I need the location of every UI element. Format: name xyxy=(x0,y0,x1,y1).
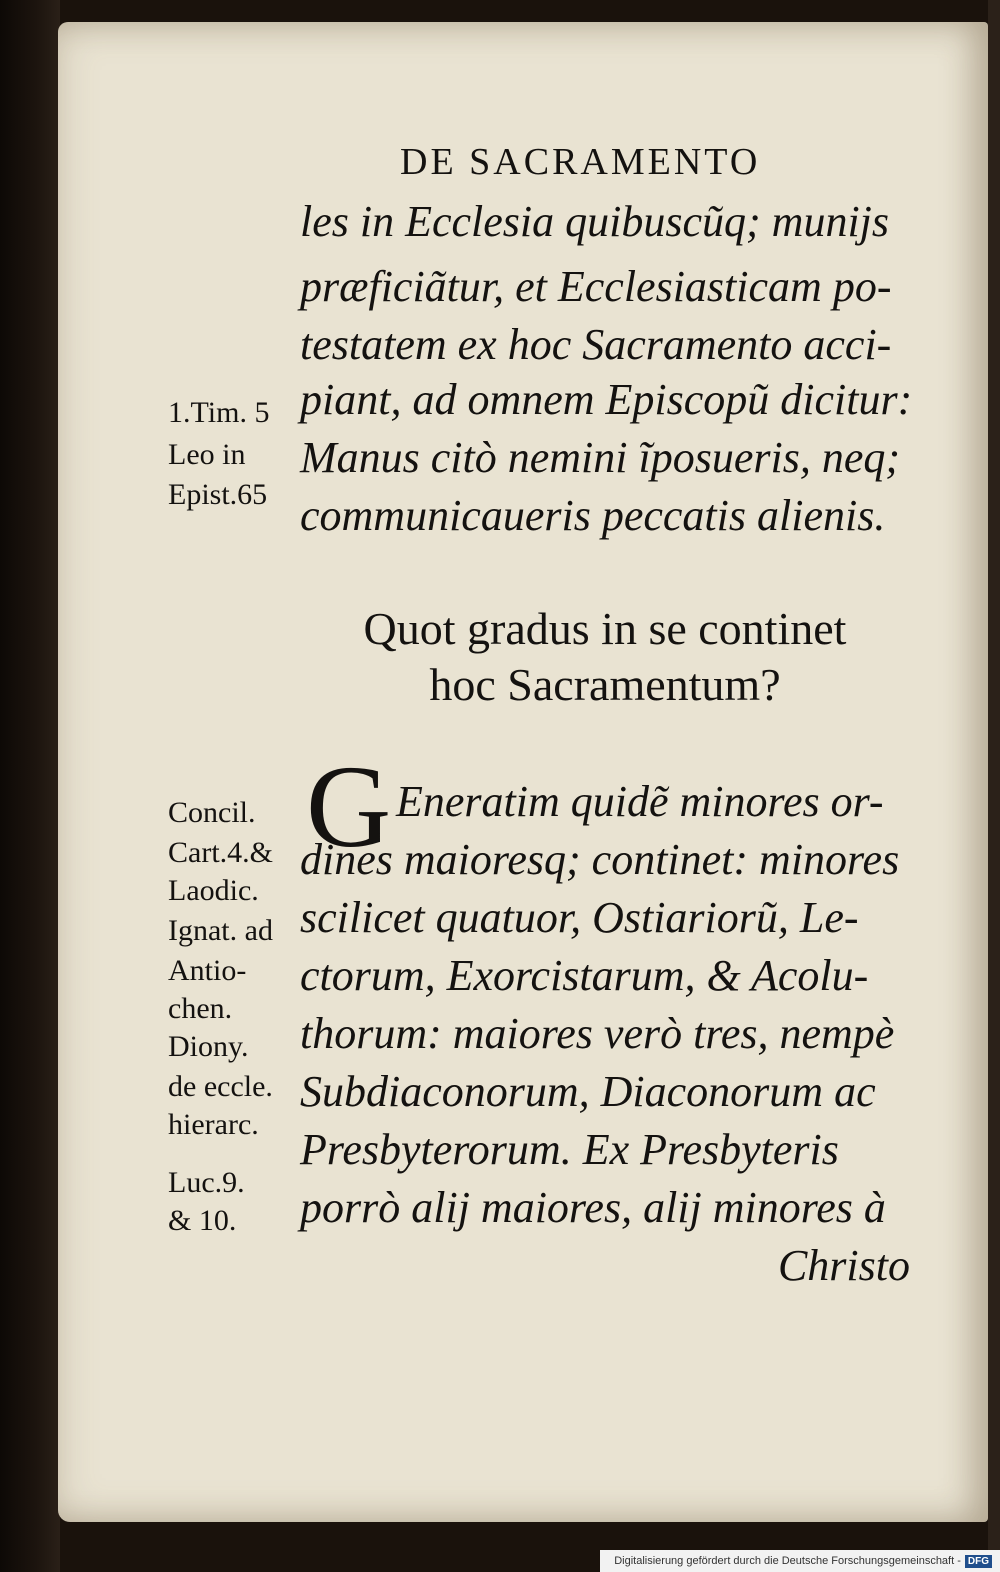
body-line: piant, ad omnem Episcopũ dicitur: xyxy=(300,375,913,424)
margin-note: Concil. xyxy=(168,796,256,829)
margin-note: chen. xyxy=(168,992,233,1025)
body-line: scilicet quatuor, Ostiariorũ, Le- xyxy=(300,893,859,942)
body-line: Eneratim quidẽ minores or- xyxy=(396,777,884,826)
dfg-logo: DFG xyxy=(965,1555,992,1568)
question-heading-line-1: Quot gradus in se continet xyxy=(363,603,847,654)
margin-note: Cart.4.& xyxy=(168,836,273,869)
body-line: Presbyterorum. Ex Presbyteris xyxy=(300,1125,839,1174)
catchword: Christo xyxy=(777,1241,910,1290)
body-line: les in Ecclesia quibuscũq; munijs xyxy=(300,197,890,246)
margin-note: Diony. xyxy=(168,1030,249,1063)
book-spine xyxy=(0,0,60,1572)
digitization-footer xyxy=(600,1550,1000,1572)
margin-note: 1.Tim. 5 xyxy=(168,396,270,429)
book-page xyxy=(58,22,988,1522)
body-line: præficiãtur, et Ecclesiasticam po- xyxy=(300,262,892,311)
page-edge xyxy=(988,0,1000,1572)
margin-note: Leo in xyxy=(168,438,246,471)
margin-note: Ignat. ad xyxy=(168,914,273,947)
footer-text: Digitalisierung gefördert durch die Deutsche Forschungsgemeinschaft - xyxy=(614,1555,961,1567)
margin-note: & 10. xyxy=(168,1204,237,1237)
body-line: testatem ex hoc Sacramento acci- xyxy=(300,320,892,369)
question-heading-line-2: hoc Sacramentum? xyxy=(429,659,781,710)
body-line: communicaueris peccatis alienis. xyxy=(300,491,886,540)
body-line: dines maioresq; continet: minores xyxy=(300,835,900,884)
margin-note: Antio- xyxy=(168,954,247,987)
body-line: ctorum, Exorcistarum, & Acolu- xyxy=(300,951,869,1000)
body-line: Manus citò nemini ĩposueris, neq; xyxy=(300,433,901,482)
margin-note: hierarc. xyxy=(168,1108,259,1141)
drop-initial: G xyxy=(306,741,392,872)
body-line: porrò alij maiores, alij minores à xyxy=(300,1183,886,1232)
margin-note: Laodic. xyxy=(168,874,259,907)
body-line: thorum: maiores verò tres, nempè xyxy=(300,1009,895,1058)
body-line: Subdiaconorum, Diaconorum ac xyxy=(300,1067,876,1116)
margin-note: Epist.65 xyxy=(168,478,268,511)
margin-note: Luc.9. xyxy=(168,1166,245,1199)
margin-note: de eccle. xyxy=(168,1070,273,1103)
running-head: DE SACRAMENTO xyxy=(400,141,761,183)
